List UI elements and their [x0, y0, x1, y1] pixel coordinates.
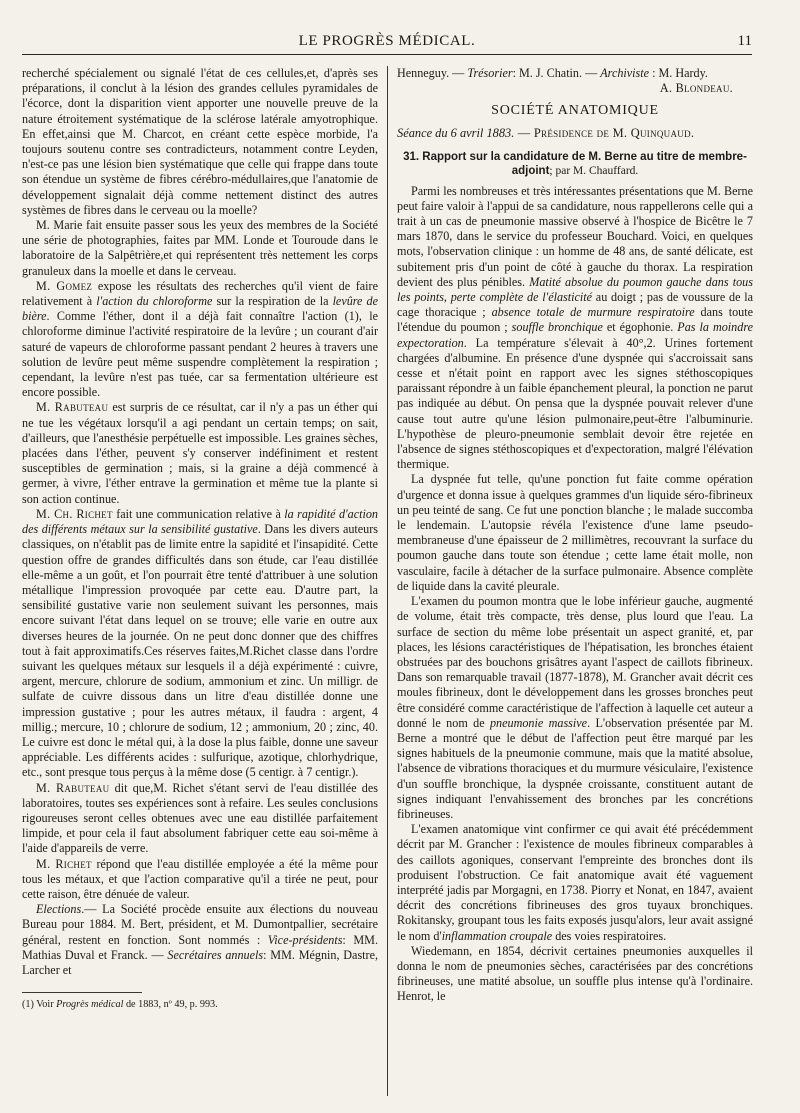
text-run: . La température s'élevait à 40°,2. Urines fortement chargées d'albumine. En présence d'une dyspnée qui s'accroissait sans cesse et n'était point en rapport avec les signes stéthoscopiques paraissant répondre à un faible épanchement pleural, la ponction ne parut pas indiquée au début. On pensa que la dyspnée pouvait relever d'une cause tout autre qu'une lésion pulmonaire,peut-être l'albuminurie. L'hypothèse de pleuro-pneumonie semblait devoir être rejetée en l'absence de signes stéthoscopiques et d'expectoration, malgré l'élévation thermique. — [397, 335, 753, 472]
text-run: : M. J. Chatin. — — [512, 66, 601, 80]
paragraph: La dyspnée fut telle, qu'une ponction fut faite comme opération d'urgence et donna issue à quelques grammes d'un liquide séro-fibrineux un peu teinté de sang. Ce fut une ponction blanche ; le malade succomba le lendemain. L'autopsie révéla l'existence d'une lame pseudo-membraneuse d'une épaisseur de 2 millimètres, recouvrant la surface du poumon gauche dans toute son étendue ; cette lame était molle, non vasculaire, facile à détacher de la surface pulmonaire. Absence complète de liquide dans la cavité pleurale. — [397, 472, 753, 593]
speaker-name: M. Rabuteau — [36, 400, 109, 415]
footnote-rule — [22, 992, 142, 993]
paragraph — [22, 857, 378, 903]
text-run: dit que,M. Richet s'étant servi de l'eau distillée des laboratoires, toutes ses expériences sont à refaire. Les seules conclusions rigoureuses seront celles obtenues avec une eau distillée parfaitement limpide, et pour cela il faut absolument fabriquer cette eau soi-même à l'aide d'appareils de verre. — [22, 780, 378, 856]
speaker-name: M. Ch. Richet — [36, 506, 113, 521]
italic-run: souffle bronchique — [511, 320, 603, 335]
text-run: Henneguy. — — [397, 66, 468, 80]
speaker-name: M. Rabuteau — [36, 780, 110, 795]
text-run: et égophonie. — [602, 320, 678, 335]
paragraph: M. Marie fait ensuite passer sous les yeux des membres de la Société une série de photographies, faites par MM. Londe et Touroude dans le laboratoire de la Salpêtrière,et qui représentent très nettement les corps granuleux dans la moelle et dans le cerveau. — [22, 218, 378, 278]
column-divider — [387, 66, 388, 1096]
paragraph — [22, 507, 378, 781]
text-run: .— La Société procède ensuite aux élections du nouveau Bureau pour 1884. M. Bert, président, et M. Dumontpallier, secrétaire général, restent en fonction. Sont nommés : — [22, 902, 378, 947]
text-run: répond que l'eau distillée employée a été la même pour tous les métaux, et que l'action comparative qu'il a tirée ne peut, pour cette raison, être dénuée de valeur. — [22, 856, 378, 901]
text-run: L'examen anatomique vint confirmer ce qui avait été précédemment décrit par M. Grancher : l'existence de moules fibrineux comparables à des caillots agoniques, conservant l'empreinte des bronches dont ils produisent l'obstruction. Ce fait anatomique avait été vaguement interprété jadis par Morgagni, en 1738. Piorry et Nonat, en 1847, avaient décrit des concrétions fibrineuses des gros tuyaux bronchiques. Rokitansky, groupant tous les faits exposés jusqu'alors, leur avait assigné le nom d' — [397, 822, 753, 943]
page-header — [22, 32, 752, 55]
italic-run: inflammation croupale — [441, 928, 553, 943]
right-column — [397, 66, 753, 1005]
left-column — [22, 66, 378, 1011]
speaker-name: M. Richet — [36, 856, 92, 871]
paragraph — [397, 822, 753, 944]
italic-run: Secrétaires annuels — [167, 947, 264, 962]
paragraph — [397, 184, 753, 473]
text-run: : MM. Mégnin, Dastre, Larcher et — [22, 947, 379, 977]
text-run: expose les résultats des recherches qu'il vient de faire relativement à — [22, 278, 378, 309]
paragraph: Wiedemann, en 1854, décrivit certaines pneumonies auxquelles il donna le nom de pneumonies sèches, caractérisées par des concrétions fibrineuses, une matité absolue, un souffle plus intense qu'à l'ordinaire. Henrot, le — [397, 943, 753, 1004]
italic-run: levûre de bière — [22, 294, 378, 324]
italic-run: Archiviste — [600, 66, 650, 80]
text-run: est surpris de ce résultat, car il n'y a pas un éther qui ne tue les végétaux lorsqu'il a agi pendant un certain temps; on sait, d'ailleurs, que l'anesthésie perpétuelle est impossible. Les graines sèches, placées dans l'éther, peuvent s'y conserver indéfiniment et restent susceptibles de germination ; mais, si la graine a déjà commencé à germer, à vivre, l'éther entrave la germination et même tue la plante si son action continue. — [22, 400, 378, 506]
signature: A. Blondeau. — [659, 81, 733, 96]
text-run: au doigt ; pas de voussure de la cage thoracique ; — [397, 290, 753, 320]
italic-run: absence totale de murmure respiratoire — [491, 305, 695, 320]
paragraph — [397, 66, 753, 96]
text-run: de 1883, nº 49, p. 993. — [123, 999, 218, 1011]
footnote — [22, 999, 378, 1011]
text-run: des voies respiratoires. — [552, 928, 667, 943]
italic-run: pneumonie massive — [489, 715, 588, 730]
italic-run: Trésorier — [467, 66, 513, 80]
report-title — [397, 150, 753, 178]
italic-run: Vice-présidents — [267, 932, 343, 947]
seance-line — [397, 126, 753, 141]
text-run: fait une communication relative à — [112, 506, 285, 521]
italic-run: Elections — [36, 902, 82, 917]
paragraph — [22, 781, 378, 857]
text-run: : M. Hardy. — [649, 66, 708, 80]
italic-run: Progrès médical — [56, 999, 124, 1011]
text-run: . L'observation présentée par M. Berne a montré que le début de l'affection peut être marqué par les signes habituels de la pneumonie commune, mais que la matité absolue, l'absence de vibrations thoraciques et du murmure vésiculaire, l'existence d'un souffle bronchique, la dyspnée croissante, constituent autant de signes indiquant l'envahissement des bronches par les concrétions fibrineuses. — [397, 715, 753, 821]
italic-run: Pas la moindre expectoration — [397, 320, 753, 350]
report-heading: 31. Rapport sur la candidature de M. Berne au titre de membre-adjoint — [403, 150, 747, 177]
report-author: ; par M. Chauffard. — [549, 164, 639, 177]
section-title: SOCIÉTÉ ANATOMIQUE — [491, 103, 659, 119]
paragraph — [22, 279, 378, 401]
text-run: . Dans les divers auteurs classiques, on n'établit pas de limite entre la sapidité et l'insapidité. Cette question offre de grandes difficultés dans son étude, car l'eau distillée elle-même a un goût, et l'on pourrait être tenté d'attribuer à une solution métallique l'impression provoquée par cette eau. D'autre part, la sensibilité gustative varie non seulement suivant les personnes, mais encore suivant l'état dans lequel on se trouve; elle varie en outre aux diverses heures de la journée. On ne peut donc donner que des chiffres tout à fait approximatifs.Ces réserves faites,M.Richet classe dans l'ordre suivant les quelques métaux sur lesquels il a déjà expérimenté : cuivre, argent, mercure, chlorure de sodium, ammonium et zinc. Un milligr. de sulfate de cuivre dissous dans un litre d'eau distillée donne une impression gustative ; pour les autres métaux, il faudra : argent, 4 millig.; mercure, 10 ; chlorure de sodium, 12 ; ammonium, 20 ; zinc, 40. Le cuivre est donc le métal qui, à la dose la plus faible, donne une saveur appréciable. Les différents acides : sulfurique, azotique, chlorhydrique, etc., sont presque tous perçus à la même dose (5 centigr. à 7 centigr.). — [22, 522, 378, 780]
speaker-name: M. Gomez — [36, 278, 93, 293]
journal-title: LE PROGRÈS MÉDICAL. — [298, 33, 476, 49]
paragraph — [397, 594, 753, 822]
presidence-text: — Présidence de M. Quinquaud. — [514, 126, 695, 141]
italic-run: Séance du 6 avril 1883. — [397, 126, 515, 141]
text-run: (1) Voir — [22, 999, 57, 1011]
paragraph — [22, 902, 378, 978]
italic-run: la rapidité d'action des différents métaux sur la sensibilité gustative — [22, 506, 378, 537]
text-run: sur la respiration de la — [212, 294, 333, 309]
italic-run: l'action du chloroforme — [96, 294, 213, 309]
italic-run: Matité absolue du poumon gauche dans tous les points, perte complète de l'élasticité — [397, 274, 753, 305]
page-number: 11 — [737, 33, 752, 49]
paragraph: recherché spécialement ou signalé l'état de ces cellules,et, d'après ses préparations, il conclut à la lésion des grandes cellules pyramidales de l'écorce, dont la disparition vient apporter une nouvelle preuve de la nature étroitement systématique de la sclérose latérale amyotrophique. En effet,ainsi que M. Charcot, en créant cette espèce morbide, l'a toujours soutenu contre ses contradicteurs, notamment contre Leyden, n'est-ce pas une lésion bien systématique que celle qui frappe dans toute son étendue un système de fibres cérébro-médullaires,que l'anatomie de développement signalait déjà comme nettement distinct des autres systèmes de fibres dans le cerveau ou la moelle? — [22, 66, 378, 217]
text-run: L'examen du poumon montra que le lobe inférieur gauche, augmenté de volume, était très compacte, très dense, plus lourd que l'eau. La surface de section du même lobe présentait un aspect granité, et, par places, les lésions caractéristiques de l'hépatisation, les bronches étaient obstruées par des bouchons grisâtres ayant l'aspect de caillots fibrineux. Dans son remarquable travail (1877-1878), M. Grancher avait décrit ces moules fibrineux, dont le développement dans les grosses bronches peut être considéré comme caractéristique de l'affection à laquelle cet auteur a donné le nom de — [397, 594, 753, 730]
paragraph — [22, 400, 378, 506]
text-run: dans toute l'étendue du poumon ; — [397, 305, 753, 335]
text-run: Parmi les nombreuses et très intéressantes présentations que M. Berne peut faire valoir à l'appui de sa candidature, nous rappellerons celle qui a trait à un cas de pneumonie massive observé à l'hospice de Bicêtre le 7 mars 1870, dans le service du professeur Bouchard. Voici, en quelques mots, l'observation clinique : un homme de 48 ans, de santé délicate, est subitement pris d'un point de côté à gauche du thorax. La respiration devient des plus pénibles. — [397, 183, 753, 289]
text-run: . Comme l'éther, dont il a déjà fait connaître l'action (1), le chloroforme diminue l'activité respiratoire de la levûre ; un courant d'air saturé de vapeurs de chloroforme passant pendant 2 heures à travers une solution de levûre peut même suspendre complètement la respiration ; cependant, la levûre n'est pas tuée, car sa fermentation ultérieure est encore possible. — [22, 309, 378, 400]
text-run: : MM. Mathias Duval et Franck. — — [22, 932, 378, 962]
